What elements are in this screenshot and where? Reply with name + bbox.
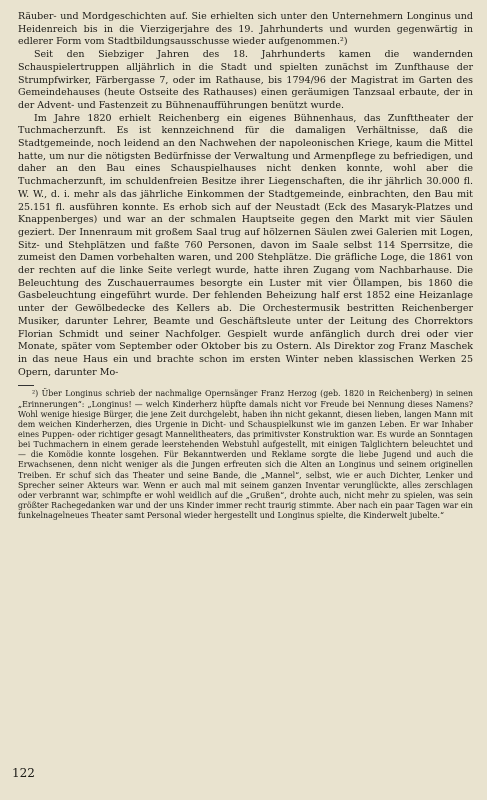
page-number: 122 xyxy=(12,766,35,780)
paragraph-1: Räuber- und Mordgeschichten auf. Sie erhielten sich unter den Unternehmern Longinus und Heidenreich bis in die Vierzigerjahre des 19. Jahrhunderts und wurden gegenwärtig in edlerer Form vom Stadtbildungsausschusse wieder aufgenommen.²) xyxy=(18,11,473,48)
paragraph-3: Im Jahre 1820 erhielt Reichenberg ein eigenes Bühnenhaus, das Zunfttheater der Tuchmacherzunft. Es ist kennzeichnend für die damaligen Verhältnisse, daß die Stadtgemeinde, noch leidend an den Nachwehen der napoleonischen Kriege, kaum die Mittel hatte, um nur die nötigsten Bedürfnisse der Verwaltung und Armenpflege zu befriedigen, und daher an den Bau eines Schauspielhauses nicht denken konnte, wohl aber die Tuchmacherzunft, im schuldenfreien Besitze ihrer Liegenschaften, die ihr jährlich 30.000 fl. W. W., d. i. mehr als das jährliche Einkommen der Stadtgemeinde, einbrachten, den Bau mit 25.151 fl. ausführen konnte. Es erhob sich auf der Neustadt (Eck des Masaryk-Platzes und Knappenberges) und war an der schmalen Hauptseite gegen den Markt mit vier Säulen geziert. Der Innenraum mit großem Saal trug auf hölzernen Säulen zwei Galerien mit Logen, Sitz- und Stehplätzen und faßte 760 Personen, davon im Saale selbst 114 Sperrsitze, die zumeist den Damen vorbehalten waren, und 200 Stehplätze. Die gräfliche Loge, die 1861 von der rechten auf die linke Seite verlegt wurde, hatte ihren Zugang vom Nachbarhause. Die Beleuchtung des Zuschauerraumes besorgte ein Luster mit vier Öllampen, bis 1860 die Gasbeleuchtung eingeführt wurde. Der fehlenden Beheizung half erst 1852 eine Heizanlage unter der Gewölbedecke des Kellers ab. Die Orchestermusik bestritten Reichenberger Musiker, darunter Lehrer, Beamte und Geschäftsleute unter der Leitung des Chorrektors Florian Schmidt und seiner Nachfolger. Gespielt wurde anfänglich durch drei oder vier Monate, später vom September oder Oktober bis zu Ostern. Als Direktor zog Franz Maschek in das neue Haus ein und brachte schon im ersten Winter neben klassischen Werken 25 Opern, darunter Mo- xyxy=(18,112,473,378)
footnote-divider xyxy=(18,385,34,386)
paragraph-2: Seit den Siebziger Jahren des 18. Jahrhunderts kamen die wandernden Schauspielertruppen alljährlich in die Stadt und spielten zunächst im Zunfthause der Strumpfwirker, Färbergasse 7, oder im Rathause, bis 1794/96 der Magistrat im Garten des Gemeindehauses (heute Ostseite des Rathauses) einen geräumigen Tanzsaal erbaute, der in der Advent- und Fastenzeit zu Bühnenaufführungen benützt wurde. xyxy=(18,49,473,111)
footnote-text: ²) Über Longinus schrieb der nachmalige Opernsänger Franz Herzog (geb. 1820 in Reichenberg) in seinen „Erinnerungen“: „Longinus! — welch Kinderherz hüpfte damals nicht vor Freude bei Nennung dieses Namens? Wohl wenige hiesige Bürger, die jene Zeit durchgelebt, haben ihn nicht gekannt, diesen lieben, langen Mann mit dem weichen Kinderherzen, dies Urgenie in Dicht- und Schauspielkunst wie im ganzen Leben. Er war Inhaber eines Puppen- oder richtiger gesagt Mannelitheaters, das primitivster Konstruktion war. Es wurde an Sonntagen bei Tuchmachern in einem gerade leerstehenden Webstuhl aufgestellt, mit einigen Talglichtern beleuchtet und — die Komödie konnte losgehen. Für Bekanntwerden und Reklame sorgte die liebe Jugend und auch die Erwachsenen, denn nicht weniger als die Jungen erfreuten sich die Alten an Longinus und seinem originellen Treiben. Er schuf sich das Theater und seine Bande, die „Mannel“, selbst, wie er auch Dichter, Lenker und Sprecher seiner Akteurs war. Wenn er auch mal mit seinem ganzen Inventar verunglückte, alles zerschlagen oder verbrannt war, schimpfte er wohl weidlich auf die „Grußen“, drohte auch, nicht mehr zu spielen, was sein größter Rachegedanken war und der uns Kinder immer recht traurig stimmte. Aber nach ein paar Tagen war ein funkelnagelneues Theater samt Personal wieder hergestellt und Longinus spielte, die Kinderwelt jubelte.“ xyxy=(18,389,473,521)
main-text xyxy=(18,11,473,379)
footnote xyxy=(18,389,473,521)
